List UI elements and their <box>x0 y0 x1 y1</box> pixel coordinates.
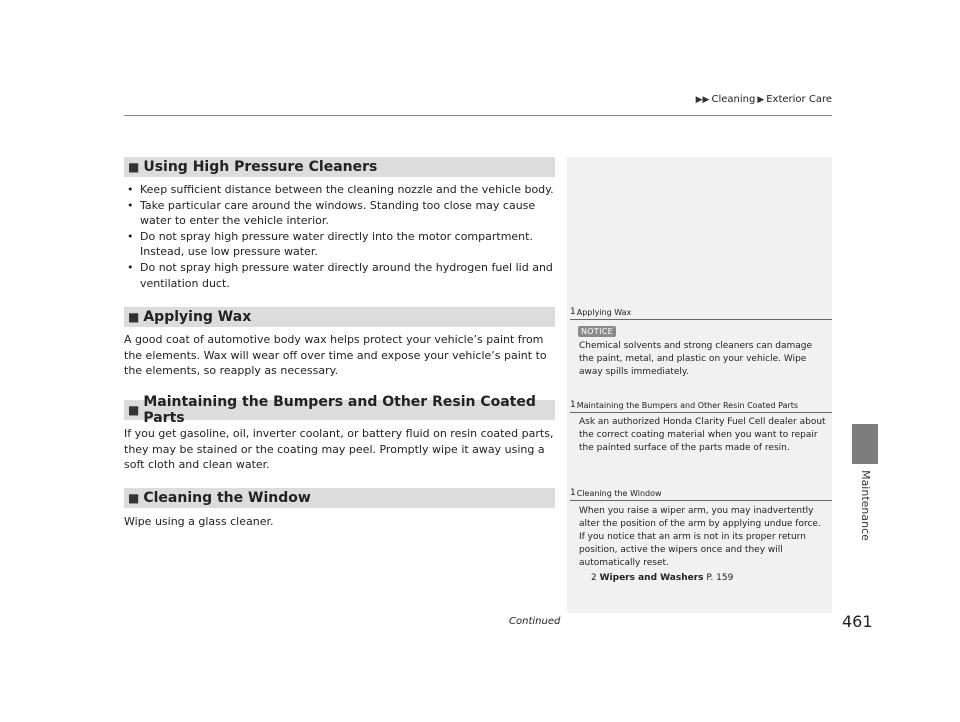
notice-badge: NOTICE <box>578 326 616 337</box>
breadcrumb <box>696 94 832 105</box>
list-item: • Keep sufficient distance between the cleaning nozzle and the vehicle body. <box>127 183 554 196</box>
section-marker-icon: ■ <box>128 403 140 417</box>
cross-reference-page: P. 159 <box>706 573 734 583</box>
chapter-tab-label[interactable] <box>843 468 887 542</box>
note-body-wax: Chemical solvents and strong cleaners can damage the paint, metal, and plastic on your vehicle. Wipe away spills immediately. <box>579 341 813 377</box>
section-marker-icon: ■ <box>128 491 140 505</box>
breadcrumb-separator-icon: ▶ <box>757 94 765 105</box>
section-marker-icon: ■ <box>128 160 140 174</box>
note-reference-icon: 1 <box>570 307 576 317</box>
list-item: • Take particular care around the windows. Standing too close may cause water to enter the vehicle interior. <box>127 198 536 228</box>
breadcrumb-section[interactable]: Cleaning <box>711 94 756 105</box>
window-paragraph: Wipe using a glass cleaner. <box>124 515 274 528</box>
section-heading-high-pressure <box>124 157 555 177</box>
list-item: • Do not spray high pressure water directly around the hydrogen fuel lid and ventilation duct. <box>127 260 553 290</box>
page-number: 461 <box>842 612 873 631</box>
chapter-tab-marker <box>852 424 878 464</box>
cross-reference-title: Wipers and Washers <box>599 573 704 583</box>
note-reference-icon: 1 <box>570 400 576 410</box>
section-title: Applying Wax <box>143 309 252 325</box>
section-marker-icon: ■ <box>128 310 140 324</box>
note-title-wax: 1 Applying Wax <box>570 307 832 320</box>
cross-reference-icon: 2 <box>591 573 597 583</box>
wax-paragraph: A good coat of automotive body wax helps protect your vehicle’s paint from the elements. Wax will wear off over time and expose your vehicle’s paint to the elements, so reapply as necessary. <box>124 333 547 378</box>
cross-reference-link[interactable] <box>591 573 733 583</box>
high-pressure-list <box>124 182 556 291</box>
section-title: Cleaning the Window <box>143 490 311 506</box>
chapter-tab-text: Maintenance <box>858 469 872 541</box>
note-reference-icon: 1 <box>570 488 576 498</box>
note-title-bumpers: 1 Maintaining the Bumpers and Other Resin Coated Parts <box>570 400 832 413</box>
header-divider <box>124 115 832 116</box>
bumpers-paragraph: If you get gasoline, oil, inverter coolant, or battery fluid on resin coated parts, they may be stained or the coating may peel. Promptly wipe it away using a soft cloth and clean water. <box>124 427 554 472</box>
continued-label: Continued <box>509 616 561 627</box>
section-heading-window <box>124 488 555 508</box>
breadcrumb-arrow-icon: ▶▶ <box>695 94 710 105</box>
list-item: • Do not spray high pressure water directly into the motor compartment. Instead, use low pressure water. <box>127 229 533 259</box>
breadcrumb-subsection[interactable]: Exterior Care <box>766 94 832 105</box>
section-heading-wax <box>124 307 555 327</box>
section-title: Maintaining the Bumpers and Other Resin Coated Parts <box>143 394 536 426</box>
note-body-bumpers: Ask an authorized Honda Clarity Fuel Cell dealer about the correct coating material when you want to repair the painted surface of the parts made of resin. <box>579 417 826 453</box>
section-heading-bumpers <box>124 394 555 426</box>
note-body-window: When you raise a wiper arm, you may inadvertently alter the position of the arm by applying undue force. If you notice that an arm is not in its proper return position, active the wipers once and they will automatically reset. <box>579 506 821 568</box>
section-title: Using High Pressure Cleaners <box>143 159 378 175</box>
note-title-window: 1 Cleaning the Window <box>570 488 832 501</box>
